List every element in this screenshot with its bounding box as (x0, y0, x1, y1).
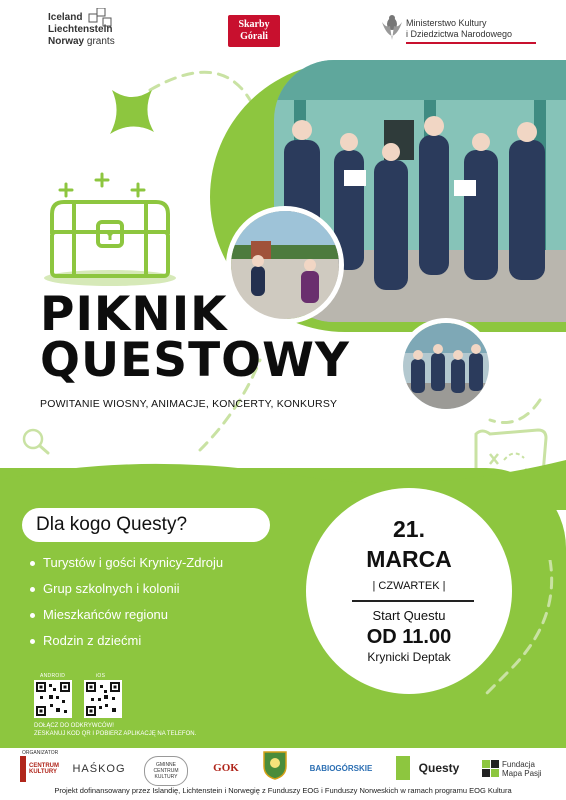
ministry-logo-text: Ministerstwo Kultury i Dziedzictwa Narodowego (406, 18, 513, 39)
decorative-dashed-path-bottom (480, 560, 560, 700)
footer-logo-babiogorskie: BABIOGÓRSKIE (309, 763, 373, 773)
android-qr-code[interactable] (34, 680, 72, 718)
funding-note: Projekt dofinansowany przez Islandię, Lichtenstein i Norwegię z Funduszy EOG i Funduszy Norweskich w ramach programu EOG Kultura (54, 786, 512, 795)
date-month: MARCA (366, 546, 452, 572)
bottom-panel-curve (0, 450, 566, 510)
event-title-line1: PIKNIK (40, 287, 228, 342)
x-marker-icon (102, 84, 162, 140)
event-place: Krynicki Deptak (367, 650, 451, 664)
ministry-red-bar (406, 42, 536, 44)
eagle-emblem-icon (380, 14, 404, 42)
footer-crest-icon (262, 748, 288, 780)
footer-logo-mapa-pasji: Fundacja Mapa Pasji (502, 760, 542, 778)
audience-list (30, 550, 223, 654)
app-download-note: DOŁĄCZ DO ODKRYWCÓW! ZESKANUJ KOD QR I POBIERZ APLIKACJĘ NA TELEFON. (34, 723, 197, 737)
bullet-icon (30, 613, 35, 618)
audience-item: Mieszkańców regionu (30, 602, 223, 628)
bullet-icon (30, 587, 35, 592)
date-weekday: | CZWARTEK | (372, 580, 446, 592)
eea-line3: Norway grants (48, 36, 115, 47)
skarby-gorali-logo: Skarby Górali (228, 15, 280, 47)
eea-line2: Liechtenstein (48, 24, 113, 35)
android-label: ANDROID (40, 673, 66, 679)
mapa-pasji-icon (482, 760, 500, 778)
footer-logo-centrum-kultury: CENTRUM KULTURY (20, 756, 66, 782)
organizer-label: ORGANIZATOR (22, 750, 59, 756)
audience-item: Turystów i gości Krynicy-Zdroju (30, 550, 223, 576)
footer-logo-gck: GMINNE CENTRUM KULTURY (144, 756, 188, 786)
event-subtitle: POWITANIE WIOSNY, ANIMACJE, KONCERTY, KONKURSY (40, 398, 338, 410)
audience-item: Grup szkolnych i kolonii (30, 576, 223, 602)
bullet-icon (30, 561, 35, 566)
start-label: Start Questu (372, 608, 446, 623)
start-time: OD 11.00 (366, 626, 452, 648)
eea-grants-icon (88, 8, 112, 30)
event-title-line2: QUESTOWY (40, 333, 350, 388)
event-title (40, 287, 350, 388)
audience-item: Rodzin z dziećmi (30, 628, 223, 654)
eea-line1: Iceland (48, 12, 83, 23)
footer-logo-haskog: HAŚKOG (72, 763, 126, 775)
audience-heading: Dla kogo Questy? (22, 508, 270, 542)
treasure-chest-icon (40, 170, 180, 290)
bullet-icon (30, 639, 35, 644)
kids-with-sheets-photo (398, 318, 494, 414)
footer-logo-gok: GOK (213, 762, 239, 774)
ios-qr-code[interactable] (84, 680, 122, 718)
ios-label: iOS (96, 673, 106, 679)
date-day-number: 21. (393, 516, 425, 542)
footer-logo-questy: Questy (396, 756, 464, 780)
date-divider (352, 600, 474, 602)
